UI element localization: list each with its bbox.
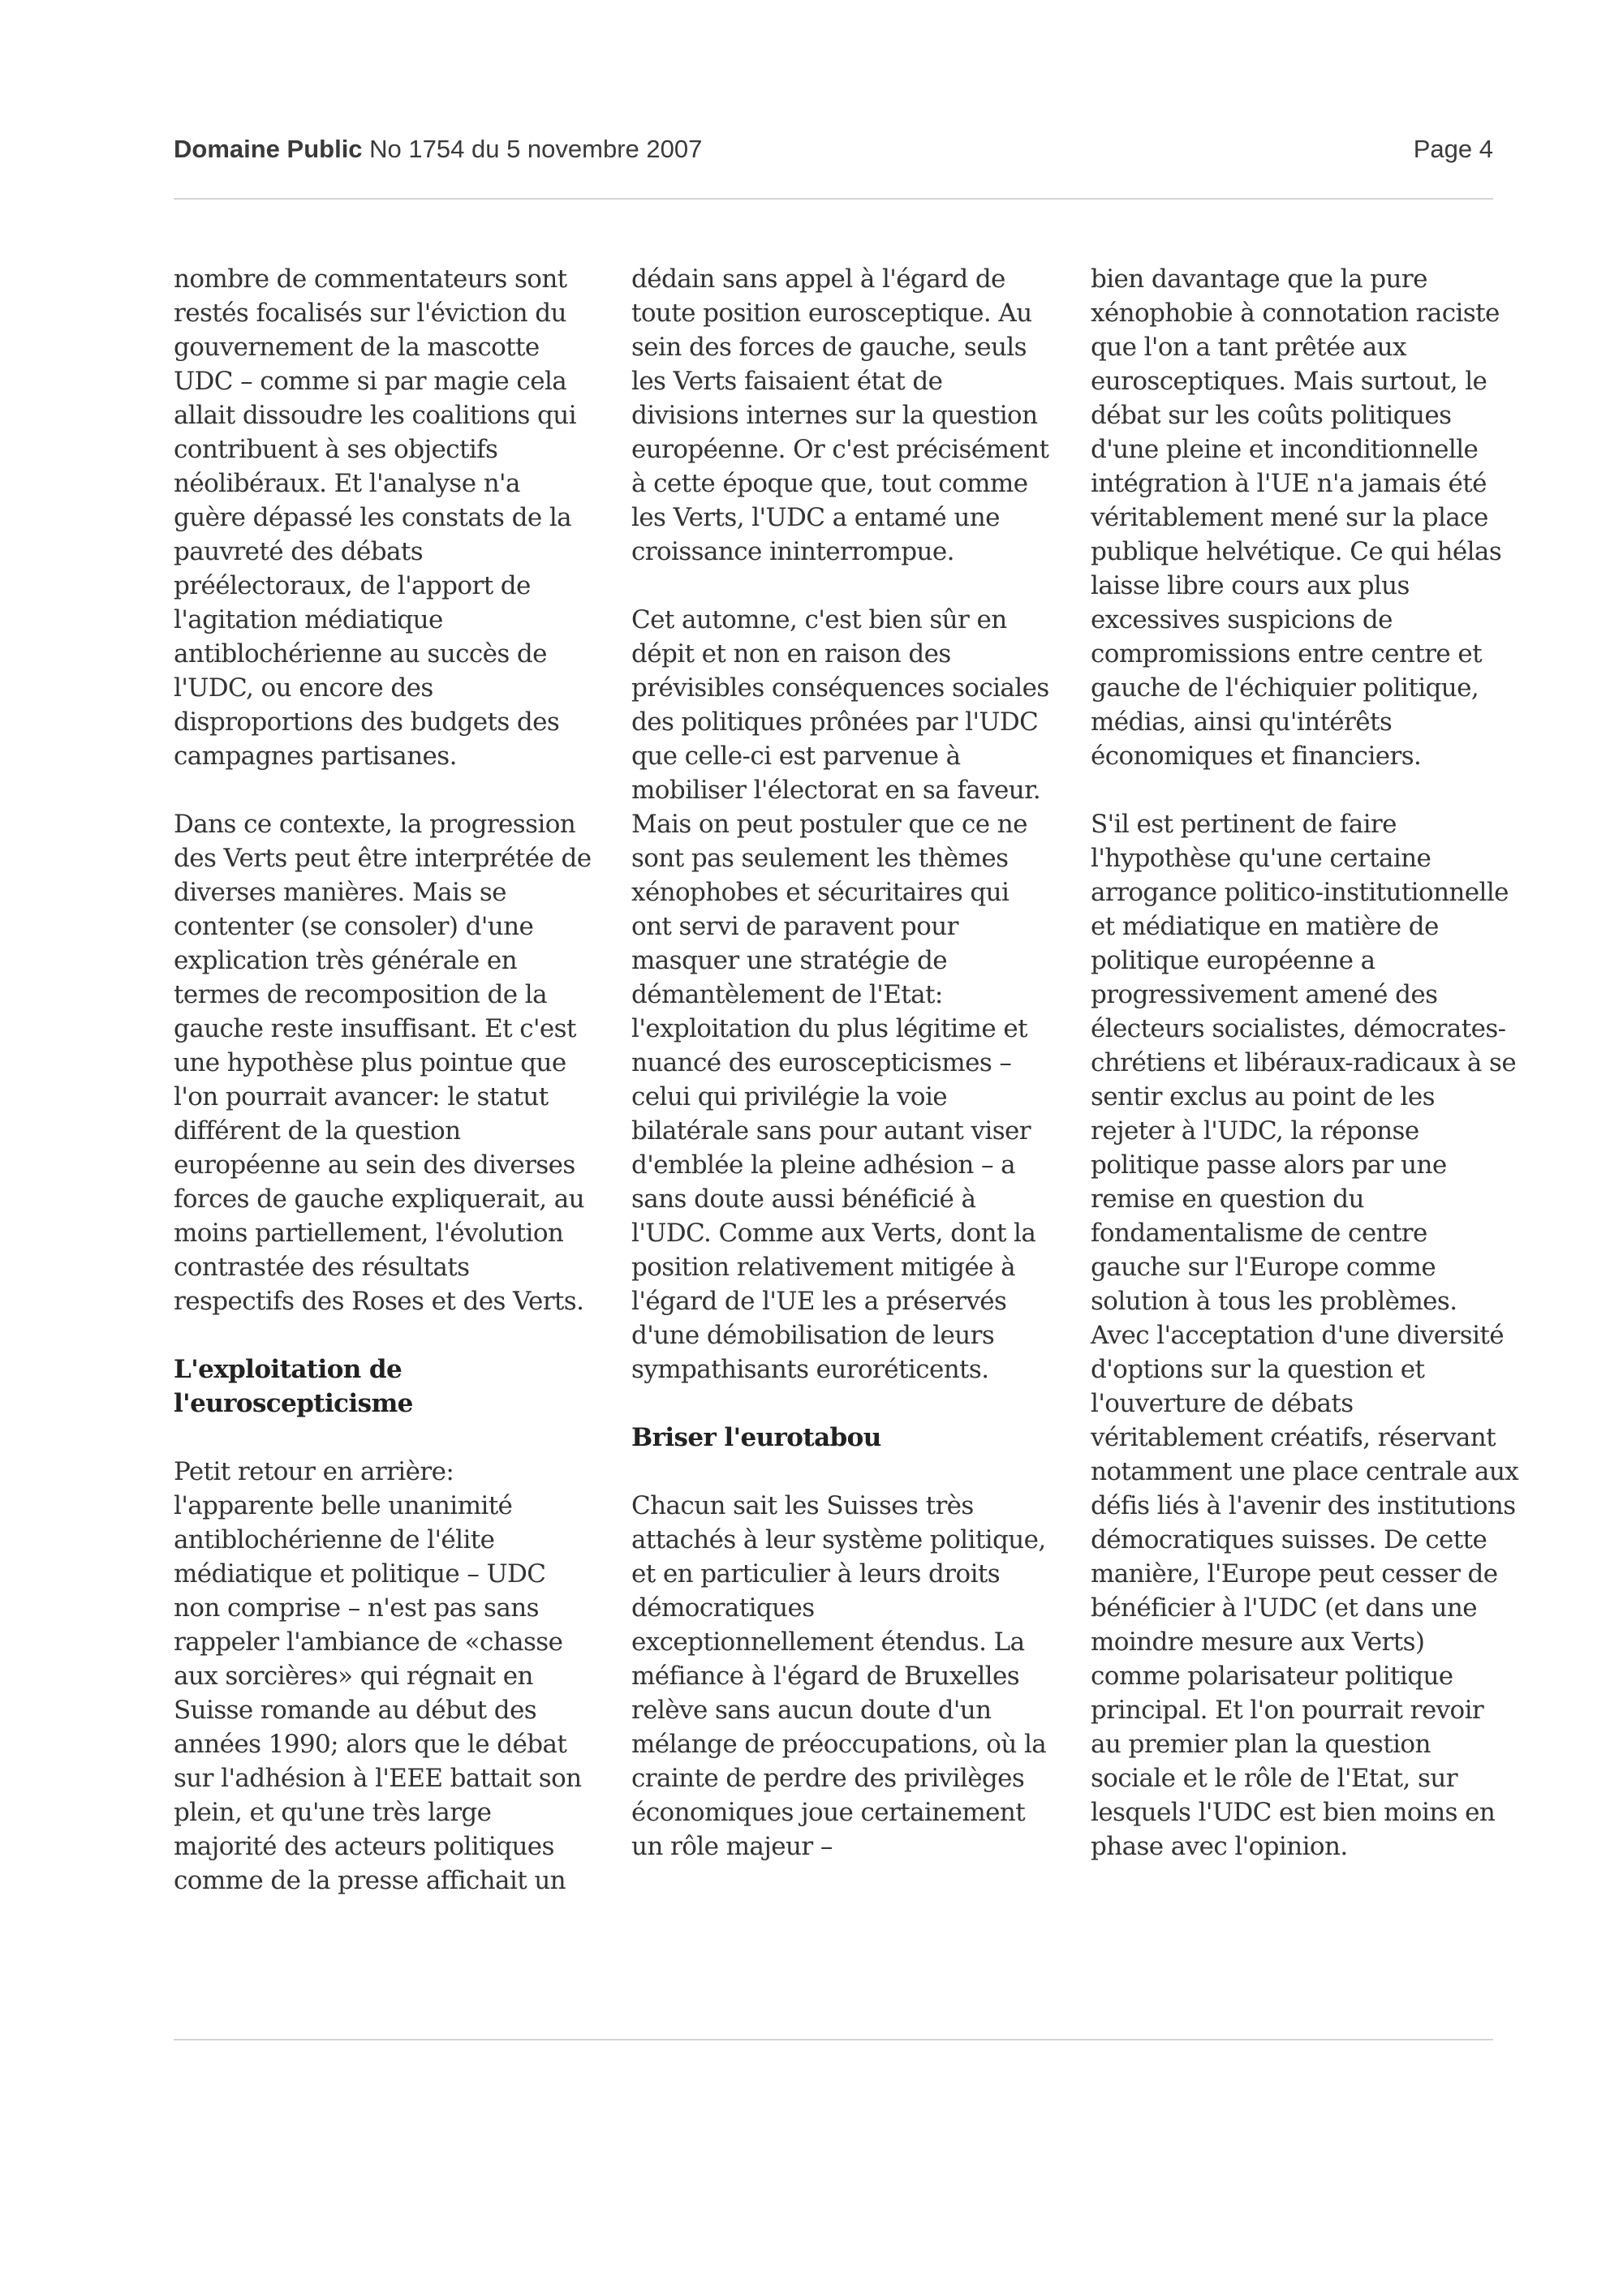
publication-line (174, 135, 702, 164)
paragraph: dédain sans appel à l'égard de toute position eurosceptique. Au sein des forces de gauche, seuls les Verts faisaient état de divisions internes sur la question européenne. Or c'est précisément à cette époque que, tout comme les Verts, l'UDC a entamé une croissance ininterrompue. (631, 264, 1049, 566)
section-heading: L'exploitation de l'euroscepticisme (174, 1355, 413, 1418)
page-header (174, 135, 1493, 170)
page-number: Page 4 (1413, 135, 1493, 163)
footer-divider (174, 2039, 1493, 2040)
paragraph: bien davantage que la pure xénophobie à connotation raciste que l'on a tant prêtée aux eurosceptiques. Mais surtout, le débat sur les coûts politiques d'une pleine et inconditionnelle intégration à l'UE n'a jamais été véritablement mené sur la place publique helvétique. Ce qui hélas laisse libre cours aux plus excessives suspicions de compromissions entre centre et gauche de l'échiquier politique, médias, ainsi qu'intérêts économiques et financiers. (1091, 264, 1502, 771)
paragraph: Dans ce contexte, la progression des Verts peut être interprétée de diverses manières. Mais se contenter (se consoler) d'une explication très générale en termes de recomposition de la gauche reste insuffisant. Et c'est une hypothèse plus pointue que l'on pourrait avancer: le statut différent de la question européenne au sein des diverses forces de gauche expliquerait, au moins partiellement, l'évolution contrastée des résultats respectifs des Roses et des Verts. (174, 810, 592, 1316)
paragraph: S'il est pertinent de faire l'hypothèse qu'une certaine arrogance politico-institutionnelle et médiatique en matière de politique européenne a progressivement amené des électeurs socialistes, démocrates-chrétiens et libéraux-radicaux à se sentir exclus au point de les rejeter à l'UDC, la réponse politique passe alors par une remise en question du fondamentalisme de centre gauche sur l'Europe comme solution à tous les problèmes. Avec l'acceptation d'une diversité d'options sur la question et l'ouverture de débats véritablement créatifs, réservant notamment une place centrale aux défis liés à l'avenir des institutions démocratiques suisses. De cette manière, l'Europe peut cesser de bénéficier à l'UDC (et dans une moindre mesure aux Verts) comme polarisateur politique principal. Et l'on pourrait revoir au premier plan la question sociale et le rôle de l'Etat, sur lesquels l'UDC est bien moins en phase avec l'opinion. (1091, 810, 1519, 1861)
text-column-1 (174, 262, 596, 1932)
issue-info: No 1754 du 5 novembre 2007 (362, 135, 703, 163)
paragraph: Chacun sait les Suisses très attachés à leur système politique, et en particulier à leurs droits démocratiques exceptionnellement étendus. La méfiance à l'égard de Bruxelles relève sans aucun doute d'un mélange de préoccupations, où la crainte de perdre des privilèges économiques joue certainement un rôle majeur – (631, 1491, 1047, 1861)
publication-title: Domaine Public (174, 135, 363, 163)
paragraph: Cet automne, c'est bien sûr en dépit et non en raison des prévisibles conséquences sociales des politiques prônées par l'UDC que celle-ci est parvenue à mobiliser l'électorat en sa faveur. Mais on peut postuler que ce ne sont pas seulement les thèmes xénophobes et sécuritaires qui ont servi de paravent pour masquer une stratégie de démantèlement de l'Etat: l'exploitation du plus légitime et nuancé des euroscepticismes – celui qui privilégie la voie bilatérale sans pour autant viser d'emblée la pleine adhésion – a sans doute aussi bénéficié à l'UDC. Comme aux Verts, dont la position relativement mitigée à l'égard de l'UE les a préservés d'une démobilisation de leurs sympathisants euroréticents. (631, 605, 1049, 1384)
paragraph: nombre de commentateurs sont restés focalisés sur l'éviction du gouvernement de la mascotte UDC – comme si par magie cela allait dissoudre les coalitions qui contribuent à ses objectifs néolibéraux. Et l'analyse n'a guère dépassé les constats de la pauvreté des débats préélectoraux, de l'apport de l'agitation médiatique antiblochérienne au succès de l'UDC, ou encore des disproportions des budgets des campagnes partisanes. (174, 264, 576, 771)
paragraph: Petit retour en arrière: l'apparente belle unanimité antiblochérienne de l'élite médiatique et politique – UDC non comprise – n'est pas sans rappeler l'ambiance de «chasse aux sorcières» qui régnait en Suisse romande au début des années 1990; alors que le débat sur l'adhésion à l'EEE battait son plein, et qu'une très large majorité des acteurs politiques comme de la presse affichait un (174, 1457, 582, 1895)
section-heading: Briser l'eurotabou (631, 1423, 881, 1452)
text-column-3 (1091, 262, 1521, 1898)
header-divider (174, 198, 1493, 200)
text-column-2 (631, 262, 1053, 1898)
